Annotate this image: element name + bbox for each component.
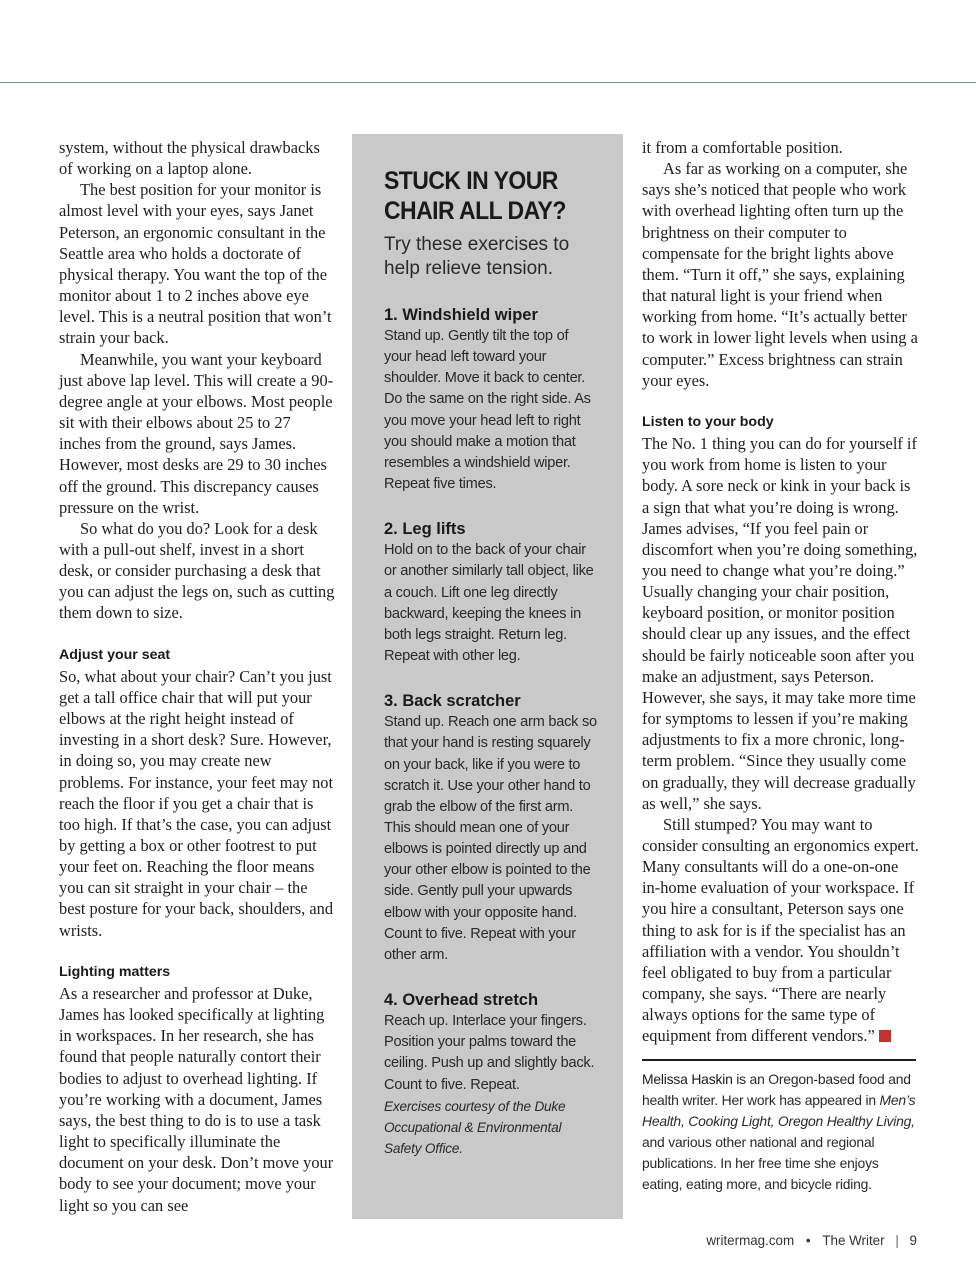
writer-logo-icon xyxy=(879,1030,891,1042)
page-footer xyxy=(706,1233,917,1248)
body-paragraph: As far as working on a computer, she says she’s noticed that people who work with overhead lighting often turn up the brightness on their computer to compensate for the bright lights above them. “Turn it off,” she says, explaining that natural light is your friend when working from home. “It’s actually better to work in lower light levels when using a computer.” Excess brightness can strain your eyes. xyxy=(642,159,918,390)
bio-publications: Men’s Health, Cooking Light, Oregon Healthy Living, xyxy=(642,1091,916,1129)
sidebar-subtitle: Try these exercises to help relieve tension. xyxy=(384,234,570,279)
left-column xyxy=(59,137,335,1216)
exercise-body: Reach up. Interlace your fingers. Position your palms toward the ceiling. Push up and slightly back. Count to five. Repeat. xyxy=(384,1013,595,1093)
body-paragraph: it from a comfortable position. xyxy=(642,138,843,157)
bio-text: is an Oregon-based food and health writer. Her work has appeared in xyxy=(642,1070,911,1108)
right-column xyxy=(642,137,920,1196)
author-name: Melissa Haskin xyxy=(642,1070,733,1087)
body-paragraph: The best position for your monitor is almost level with your eyes, says Janet Peterson, an ergonomic consultant in the Seattle area who holds a doctorate of physical therapy. You want the top of the monitor about 1 to 2 inches above eye level. This is a neutral position that won’t strain your back. xyxy=(59,180,332,348)
exercise-body: Stand up. Reach one arm back so that your hand is resting squarely on your back, like if you were to scratch it. Use your other hand to grab the elbow of the first arm. This should mean one of your elbows is pointed directly up and your other elbow is pointed to the side. Gently pull your upwards elbow with your opposite hand. Count to five. Repeat with your other arm. xyxy=(384,714,597,963)
exercise-body: Hold on to the back of your chair or another similarly tall object, like a couch. Lift one leg directly backward, keeping the knees in both legs straight. Return leg. Repeat with other leg. xyxy=(384,542,594,665)
body-paragraph: system, without the physical drawbacks of working on a laptop alone. xyxy=(59,138,320,179)
author-bio xyxy=(642,1069,920,1196)
exercise-heading: 3. Back scratcher xyxy=(384,692,521,711)
exercise-heading: 2. Leg lifts xyxy=(384,520,466,539)
exercise-body: Stand up. Gently tilt the top of your head left toward your shoulder. Move it back to center. Do the same on the right side. As you move your head left to right you should make a motion that resembles a windshield wiper. Repeat five times. xyxy=(384,328,591,493)
body-paragraph xyxy=(642,814,920,1047)
bio-text: and various other national and regional publications. In her free time she enjoys eating, eating more, and bicycle riding. xyxy=(642,1134,879,1193)
exercise-heading: 4. Overhead stretch xyxy=(384,991,539,1010)
footer-separator-dot: • xyxy=(805,1233,811,1248)
closing-paragraph-text: Still stumped? You may want to consider consulting an ergonomics expert. Many consultants will do a one-on-one in-home evaluation of your workspace. If you hire a consultant, Peterson says one thing to ask for is if the specialist has an affiliation with a vendor. You shouldn’t feel obligated to buy from a particular company, she says. “There are nearly always options for the same type of equipment from different vendors.” xyxy=(642,814,919,1046)
exercise-credit: Exercises courtesy of the Duke Occupational & Environmental Safety Office. xyxy=(384,1098,566,1156)
subheading-adjust-seat: Adjust your seat xyxy=(59,646,171,663)
body-paragraph: So what do you do? Look for a desk with a pull-out shelf, invest in a short desk, or consider purchasing a desk that you can adjust the legs on, such as cutting them down to size. xyxy=(59,518,335,623)
header-rule xyxy=(0,82,976,83)
exercise-heading: 1. Windshield wiper xyxy=(384,306,538,324)
body-paragraph: As a researcher and professor at Duke, James has looked specifically at lighting in workspaces. In her research, she has found that people naturally contort their bodies to adjust to overhead lighting. If you’re working with a document, James says, the best thing to do is to use a task light to specifically illuminate the document on your desk. Don’t move your body to see your document; move your light so you can see xyxy=(59,983,334,1215)
exercise-sidebar xyxy=(352,134,623,1219)
subheading-lighting: Lighting matters xyxy=(59,963,171,980)
subheading-listen-body: Listen to your body xyxy=(642,413,774,430)
body-paragraph: The No. 1 thing you can do for yourself if you work from home is listen to your body. A sore neck or kink in your back is a sign that what you’re doing is wrong. James advises, “If you feel pain or discomfort when you’re doing something, you need to change what you’re doing.” Usually changing your chair position, keyboard position, or monitor position should clear up any issues, and the effect should be fairly noticeable soon after you make an adjustment, says Peterson. However, she says, it may take more time for symptoms to lessen if you’re making adjustments to fix a more chronic, long-term problem. “Since they usually come on gradually, they will decrease gradually as well,” she says. xyxy=(642,434,918,813)
footer-separator-bar: | xyxy=(895,1233,899,1248)
body-paragraph: So, what about your chair? Can’t you just get a tall office chair that will put your elbows at the right height instead of investing in a short desk? Sure. However, in doing so, you may create new problems. For instance, your feet may not reach the floor if you get a chair that is too high. If that’s the case, you can adjust by getting a box or other footrest to put your feet on. Reaching the floor means you can sit straight in your chair – the best posture for your back, shoulders, and wrists. xyxy=(59,666,334,940)
body-paragraph: Meanwhile, you want your keyboard just above lap level. This will create a 90-degree angle at your elbows. Most people sit with their elbows about 25 to 27 inches from the ground, says James. However, most desks are 29 to 30 inches off the ground. This discrepancy causes pressure on the wrist. xyxy=(59,349,334,517)
footer-magazine: The Writer xyxy=(822,1233,885,1248)
sidebar-title: STUCK IN YOUR CHAIR ALL DAY? xyxy=(384,167,566,225)
footer-site: writermag.com xyxy=(706,1233,795,1248)
bio-divider xyxy=(642,1059,916,1061)
page-number: 9 xyxy=(909,1233,917,1248)
